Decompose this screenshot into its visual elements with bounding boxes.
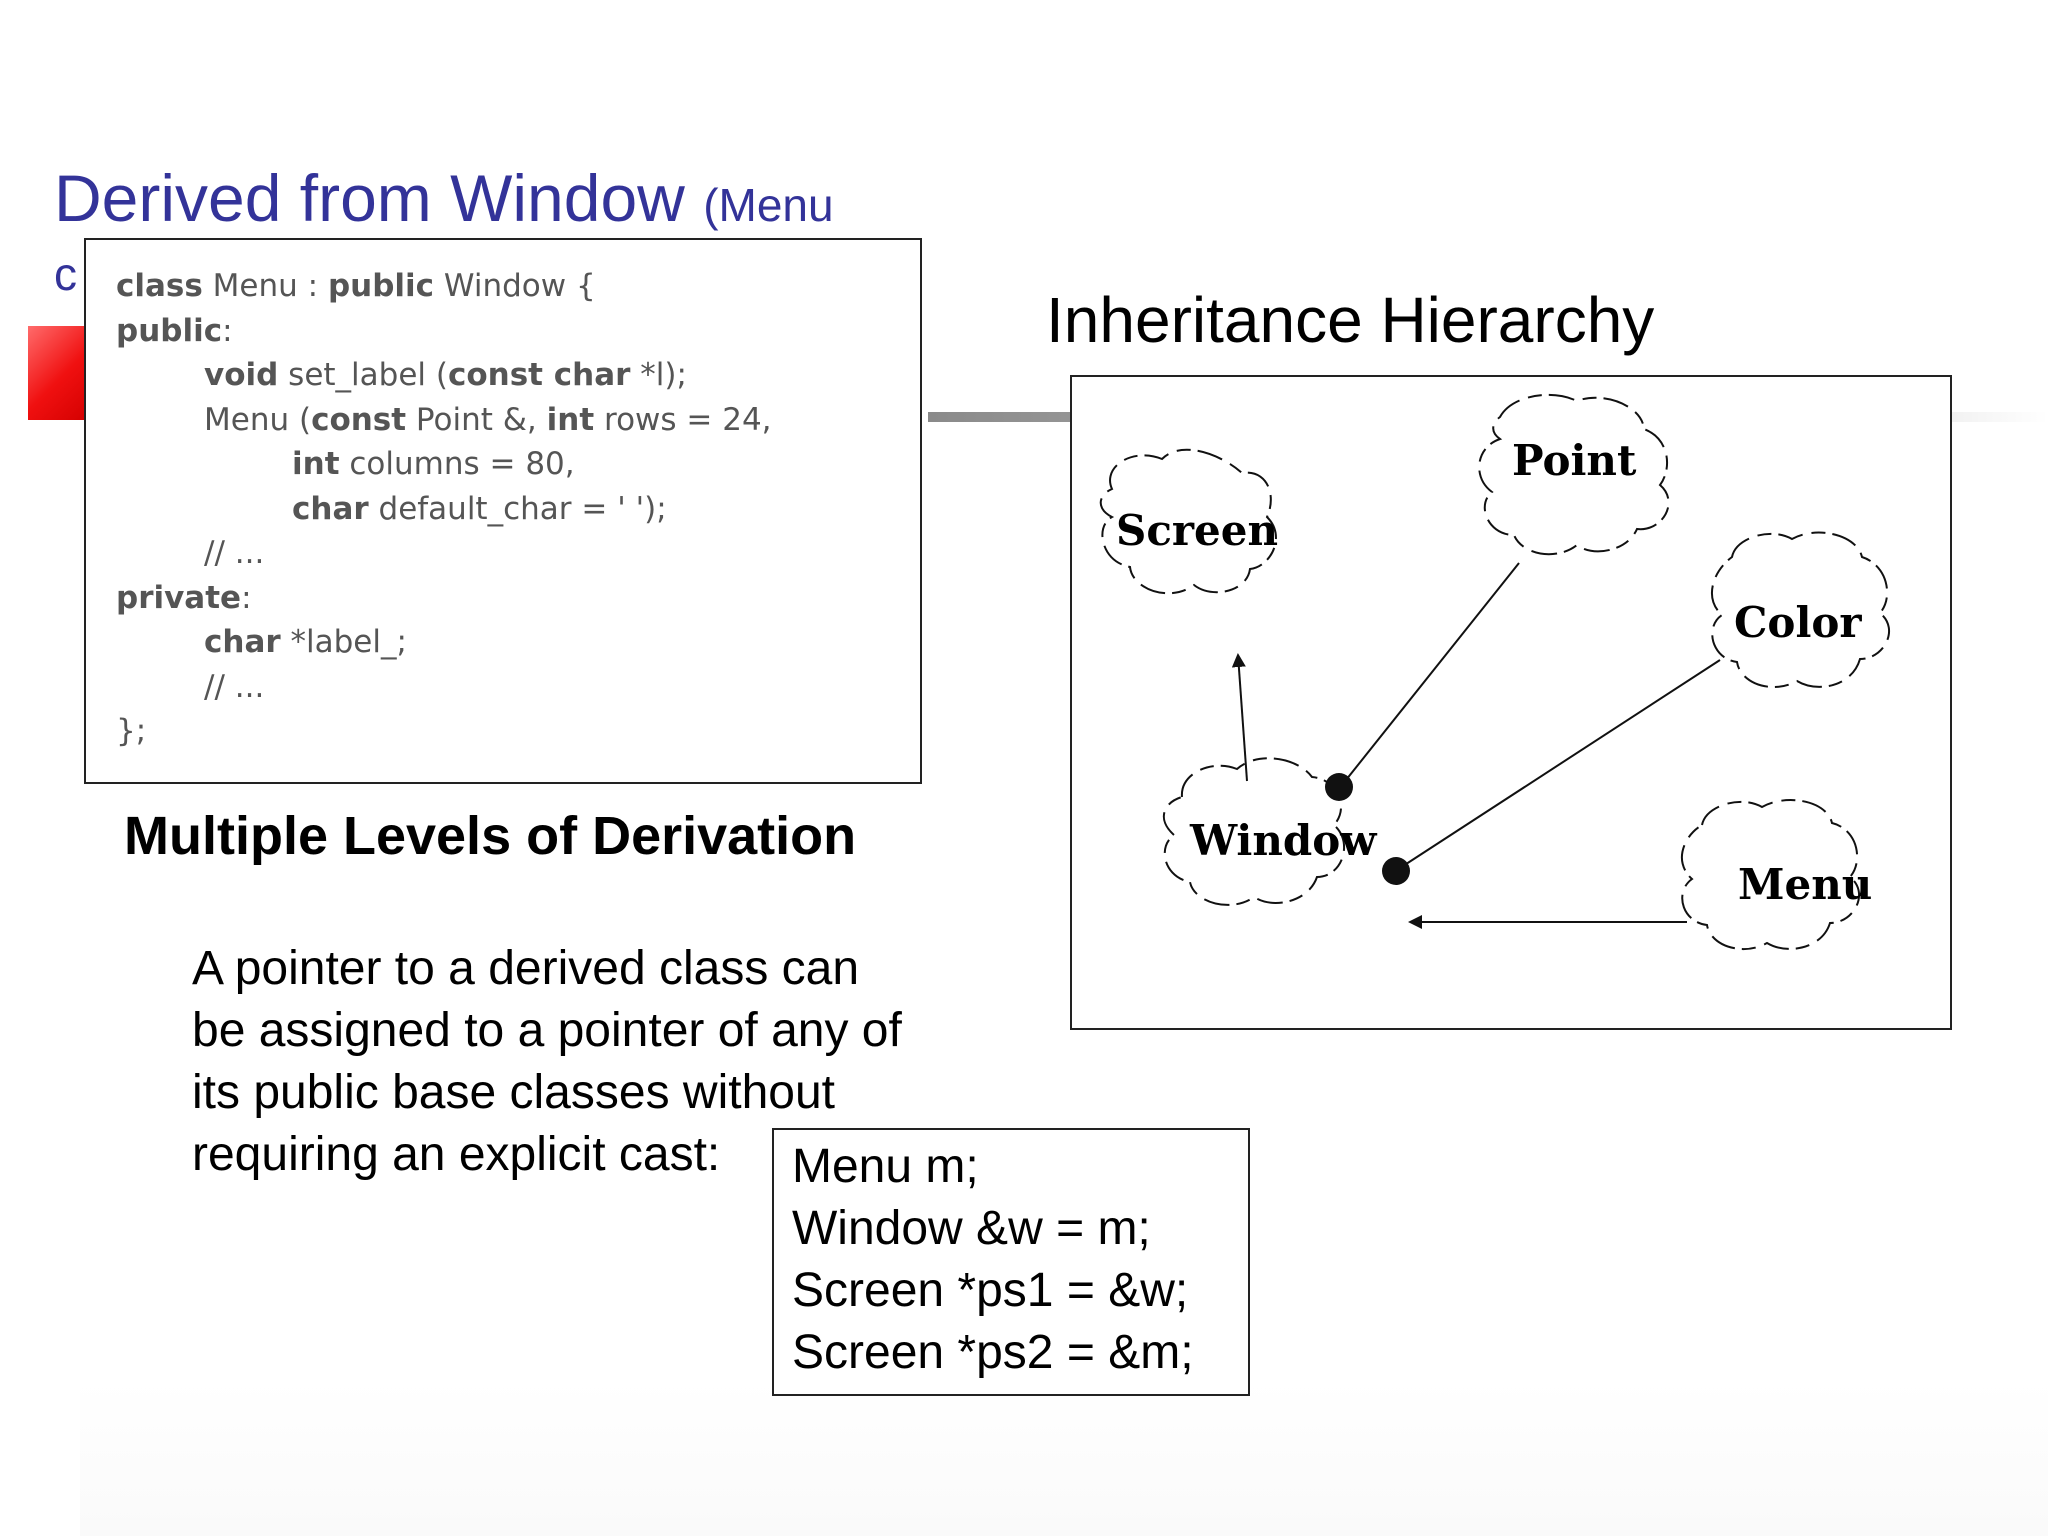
node-label-point: Point bbox=[1512, 436, 1637, 485]
slide-title-main: Derived from Window bbox=[54, 161, 685, 235]
code-line: char default_char = ' '); bbox=[292, 490, 667, 527]
code-line: public: bbox=[116, 312, 233, 349]
code-token-keyword: char bbox=[292, 490, 369, 527]
edge-window-point bbox=[1342, 563, 1519, 785]
code-line: class Menu : public Window { bbox=[116, 268, 596, 304]
code-token-keyword: public bbox=[327, 268, 435, 304]
body-line: requiring an explicit cast: bbox=[192, 1128, 721, 1181]
code-token-keyword: const bbox=[311, 401, 407, 438]
code-token-keyword: int bbox=[292, 446, 340, 482]
edge-window-screen bbox=[1238, 655, 1247, 781]
inheritance-diagram-svg bbox=[1072, 377, 1954, 1032]
node-label-window: Window bbox=[1190, 816, 1377, 865]
example-code-line: Screen *ps1 = &w; bbox=[792, 1264, 1189, 1317]
slide-title bbox=[54, 158, 834, 245]
example-code-box bbox=[772, 1128, 1250, 1396]
code-token-keyword: private bbox=[116, 579, 242, 616]
inheritance-diagram bbox=[1070, 375, 1952, 1030]
class-definition-panel bbox=[84, 238, 922, 784]
node-label-menu: Menu bbox=[1738, 860, 1873, 909]
code-line: char *label_; bbox=[204, 624, 407, 660]
red-accent-block bbox=[28, 326, 88, 420]
code-line: void set_label (const char *l); bbox=[204, 357, 687, 393]
bottom-shade bbox=[80, 1380, 2048, 1536]
body-line: its public base classes without bbox=[192, 1066, 835, 1119]
slide-title-sub: (Menu bbox=[703, 179, 834, 231]
code-line: int columns = 80, bbox=[292, 446, 575, 482]
code-line: }; bbox=[116, 713, 147, 749]
code-token-keyword: char bbox=[204, 624, 281, 660]
code-line: // ... bbox=[204, 668, 265, 705]
code-token-keyword: const char bbox=[447, 357, 631, 393]
code-line: private: bbox=[116, 579, 252, 616]
code-line: Menu (const Point &, int rows = 24, bbox=[204, 401, 772, 438]
association-dot-point bbox=[1325, 773, 1353, 801]
section-heading: Multiple Levels of Derivation bbox=[124, 806, 857, 866]
class-definition-code bbox=[116, 264, 772, 754]
code-token-keyword: void bbox=[204, 357, 279, 393]
edge-window-color bbox=[1400, 660, 1720, 868]
code-token-keyword: int bbox=[546, 401, 595, 438]
code-token-keyword: class bbox=[116, 268, 203, 304]
association-dot-color bbox=[1382, 857, 1410, 885]
example-code-line: Screen *ps2 = &m; bbox=[792, 1326, 1194, 1379]
example-code-line: Window &w = m; bbox=[792, 1202, 1151, 1255]
node-label-screen: Screen bbox=[1116, 506, 1279, 555]
slide-title-continuation: c bbox=[54, 248, 77, 300]
example-code-line: Menu m; bbox=[792, 1140, 979, 1193]
body-line: A pointer to a derived class can bbox=[192, 942, 860, 995]
node-label-color: Color bbox=[1734, 598, 1862, 647]
code-token-keyword: public bbox=[116, 312, 223, 349]
diagram-title: Inheritance Hierarchy bbox=[1046, 284, 1655, 356]
body-line: be assigned to a pointer of any of bbox=[192, 1004, 902, 1057]
code-line: // ... bbox=[204, 535, 265, 571]
